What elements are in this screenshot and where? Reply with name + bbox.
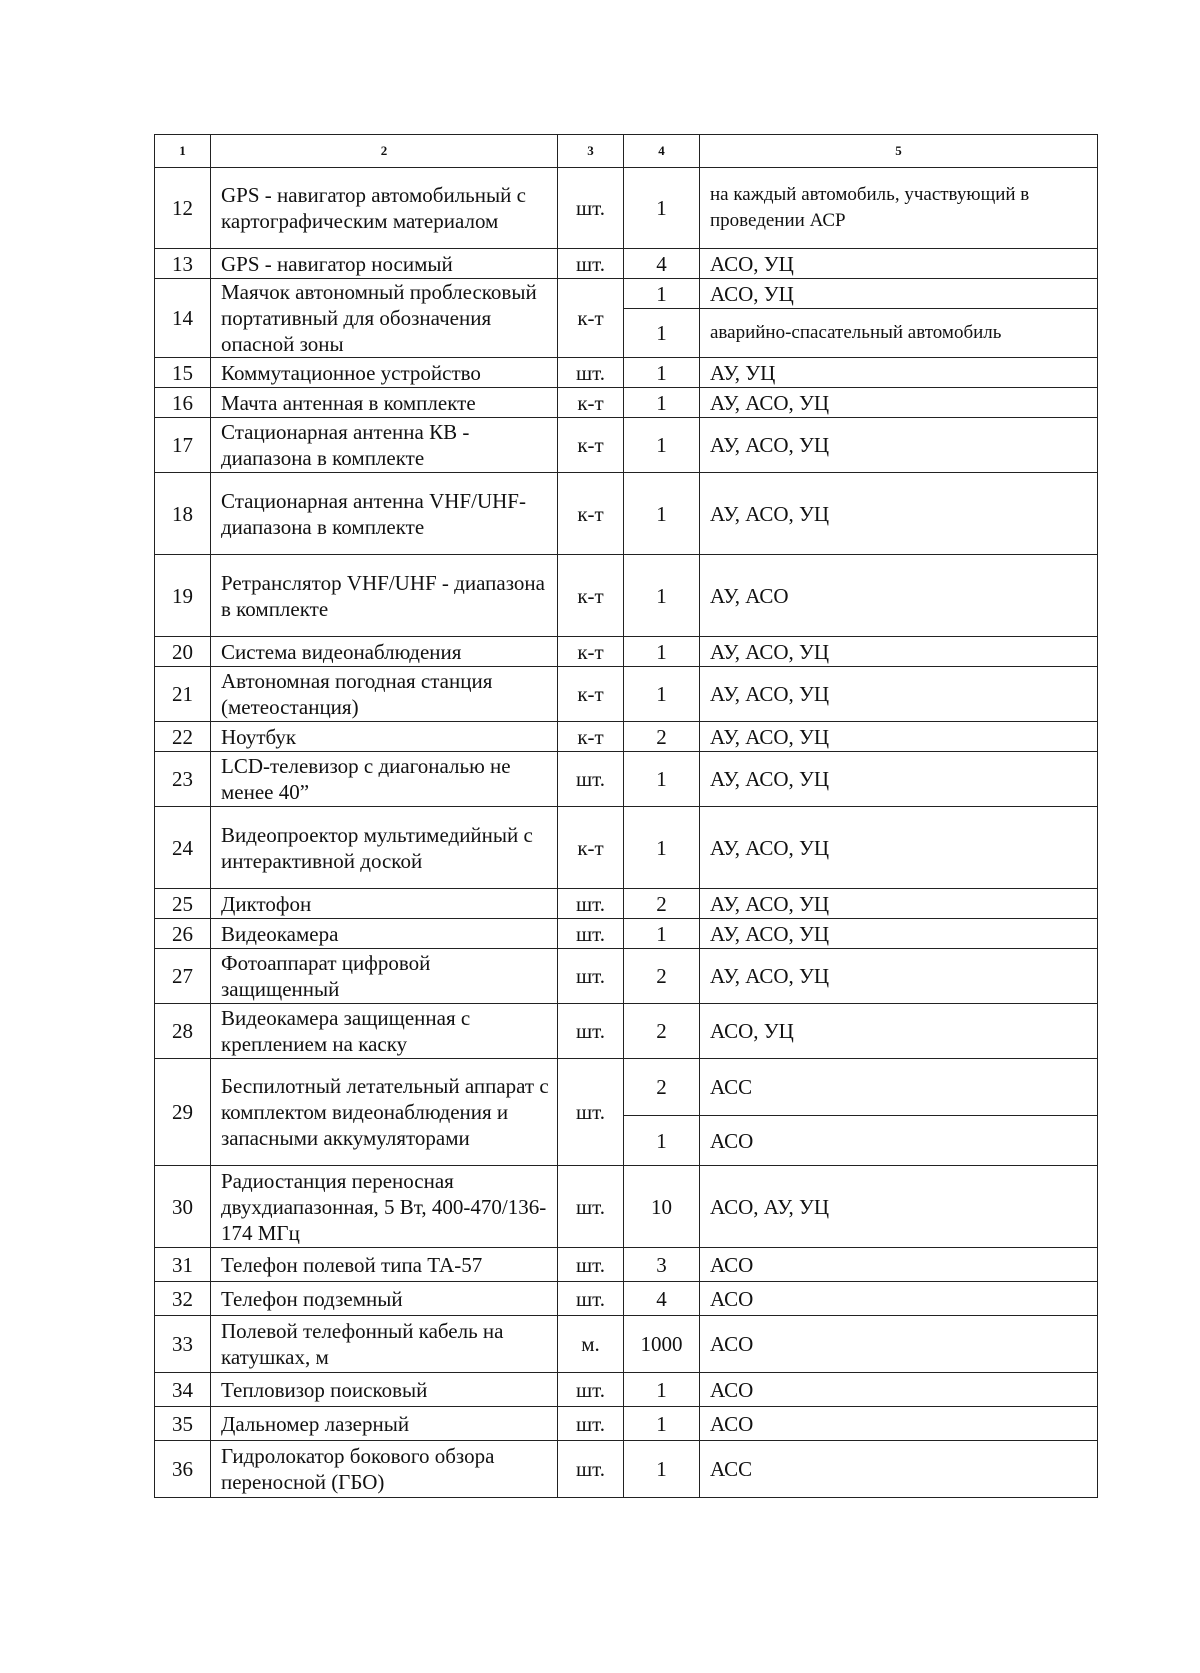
header-cell: 1 bbox=[155, 135, 211, 168]
table-row bbox=[155, 949, 1098, 1004]
table-row bbox=[155, 1059, 1098, 1116]
unit-cell: к-т bbox=[558, 722, 624, 752]
table-row bbox=[155, 1166, 1098, 1248]
item-name: Диктофон bbox=[211, 889, 558, 919]
destination-cell: АУ, АСО, УЦ bbox=[700, 752, 1098, 807]
item-name: Радиостанция переносная двухдиапазонная, 5 Вт, 400-470/136-174 МГц bbox=[211, 1166, 558, 1248]
table-row bbox=[155, 807, 1098, 889]
item-name: Видеокамера защищенная с креплением на каску bbox=[211, 1004, 558, 1059]
item-name: Телефон полевой типа ТА-57 bbox=[211, 1248, 558, 1282]
destination-cell: АСС bbox=[700, 1441, 1098, 1498]
row-number: 19 bbox=[155, 555, 211, 637]
row-number: 24 bbox=[155, 807, 211, 889]
unit-cell: к-т bbox=[558, 388, 624, 418]
unit-cell: шт. bbox=[558, 889, 624, 919]
unit-cell: шт. bbox=[558, 919, 624, 949]
table-row bbox=[155, 637, 1098, 667]
row-number: 28 bbox=[155, 1004, 211, 1059]
qty-cell: 1 bbox=[624, 752, 700, 807]
unit-cell: шт. bbox=[558, 1407, 624, 1441]
item-name: Коммутационное устройство bbox=[211, 358, 558, 388]
table-row bbox=[155, 1407, 1098, 1441]
row-number: 33 bbox=[155, 1316, 211, 1373]
qty-cell: 1 bbox=[624, 1373, 700, 1407]
destination-cell: АСС bbox=[700, 1059, 1098, 1116]
unit-cell: шт. bbox=[558, 1059, 624, 1166]
qty-cell: 2 bbox=[624, 1059, 700, 1116]
destination-cell: АСО, УЦ bbox=[700, 279, 1098, 309]
qty-cell: 1 bbox=[624, 919, 700, 949]
item-name: Дальномер лазерный bbox=[211, 1407, 558, 1441]
unit-cell: шт. bbox=[558, 752, 624, 807]
item-name: Видеокамера bbox=[211, 919, 558, 949]
destination-cell: АСО, АУ, УЦ bbox=[700, 1166, 1098, 1248]
item-name: Гидролокатор бокового обзора переносной (ГБО) bbox=[211, 1441, 558, 1498]
item-name: Ноутбук bbox=[211, 722, 558, 752]
qty-cell: 1 bbox=[624, 388, 700, 418]
row-number: 26 bbox=[155, 919, 211, 949]
row-number: 31 bbox=[155, 1248, 211, 1282]
destination-cell: АУ, АСО, УЦ bbox=[700, 473, 1098, 555]
row-number: 27 bbox=[155, 949, 211, 1004]
item-name: Видеопроектор мультимедийный с интерактивной доской bbox=[211, 807, 558, 889]
unit-cell: шт. bbox=[558, 249, 624, 279]
table-row bbox=[155, 418, 1098, 473]
row-number: 32 bbox=[155, 1282, 211, 1316]
unit-cell: шт. bbox=[558, 1373, 624, 1407]
unit-cell: шт. bbox=[558, 168, 624, 249]
row-number: 36 bbox=[155, 1441, 211, 1498]
unit-cell: шт. bbox=[558, 358, 624, 388]
row-number: 12 bbox=[155, 168, 211, 249]
item-name: Стационарная антенна VHF/UHF- диапазона в комплекте bbox=[211, 473, 558, 555]
qty-cell: 2 bbox=[624, 949, 700, 1004]
table-row bbox=[155, 1004, 1098, 1059]
row-number: 35 bbox=[155, 1407, 211, 1441]
item-name: Беспилотный летательный аппарат с комплектом видеонаблюдения и запасными аккумуляторами bbox=[211, 1059, 558, 1166]
item-name: LCD-телевизор с диагональю не менее 40” bbox=[211, 752, 558, 807]
row-number: 34 bbox=[155, 1373, 211, 1407]
item-name: Фотоаппарат цифровой защищенный bbox=[211, 949, 558, 1004]
row-number: 23 bbox=[155, 752, 211, 807]
destination-cell: АСО bbox=[700, 1407, 1098, 1441]
qty-cell: 1 bbox=[624, 555, 700, 637]
header-cell: 5 bbox=[700, 135, 1098, 168]
destination-cell: АСО bbox=[700, 1282, 1098, 1316]
table-row bbox=[155, 722, 1098, 752]
qty-cell: 1000 bbox=[624, 1316, 700, 1373]
row-number: 15 bbox=[155, 358, 211, 388]
destination-cell: АУ, АСО, УЦ bbox=[700, 807, 1098, 889]
qty-cell: 1 bbox=[624, 309, 700, 358]
unit-cell: шт. bbox=[558, 1166, 624, 1248]
destination-cell: АУ, УЦ bbox=[700, 358, 1098, 388]
qty-cell: 2 bbox=[624, 722, 700, 752]
destination-cell: аварийно-спасательный автомобиль bbox=[700, 309, 1098, 358]
unit-cell: к-т bbox=[558, 637, 624, 667]
table-row bbox=[155, 388, 1098, 418]
table-row bbox=[155, 1373, 1098, 1407]
table-row bbox=[155, 168, 1098, 249]
table-row bbox=[155, 1248, 1098, 1282]
header-cell: 3 bbox=[558, 135, 624, 168]
table-row bbox=[155, 1282, 1098, 1316]
qty-cell: 4 bbox=[624, 249, 700, 279]
header-cell: 4 bbox=[624, 135, 700, 168]
qty-cell: 4 bbox=[624, 1282, 700, 1316]
destination-cell: АУ, АСО, УЦ bbox=[700, 722, 1098, 752]
destination-cell: АУ, АСО, УЦ bbox=[700, 919, 1098, 949]
item-name: Мачта антенная в комплекте bbox=[211, 388, 558, 418]
row-number: 25 bbox=[155, 889, 211, 919]
destination-cell: АУ, АСО, УЦ bbox=[700, 388, 1098, 418]
qty-cell: 1 bbox=[624, 358, 700, 388]
row-number: 18 bbox=[155, 473, 211, 555]
item-name: Ретранслятор VHF/UHF - диапазона в комплекте bbox=[211, 555, 558, 637]
unit-cell: м. bbox=[558, 1316, 624, 1373]
qty-cell: 1 bbox=[624, 279, 700, 309]
table-row bbox=[155, 752, 1098, 807]
row-number: 14 bbox=[155, 279, 211, 358]
table-row bbox=[155, 889, 1098, 919]
row-number: 17 bbox=[155, 418, 211, 473]
row-number: 13 bbox=[155, 249, 211, 279]
qty-cell: 2 bbox=[624, 889, 700, 919]
qty-cell: 1 bbox=[624, 637, 700, 667]
row-number: 16 bbox=[155, 388, 211, 418]
table-row bbox=[155, 555, 1098, 637]
destination-cell: АУ, АСО, УЦ bbox=[700, 637, 1098, 667]
row-number: 20 bbox=[155, 637, 211, 667]
row-number: 30 bbox=[155, 1166, 211, 1248]
unit-cell: шт. bbox=[558, 1282, 624, 1316]
qty-cell: 2 bbox=[624, 1004, 700, 1059]
qty-cell: 1 bbox=[624, 1441, 700, 1498]
table-row bbox=[155, 473, 1098, 555]
table-row bbox=[155, 279, 1098, 309]
qty-cell: 1 bbox=[624, 473, 700, 555]
destination-cell: АСО, УЦ bbox=[700, 249, 1098, 279]
unit-cell: шт. bbox=[558, 1004, 624, 1059]
table-row bbox=[155, 667, 1098, 722]
unit-cell: к-т bbox=[558, 555, 624, 637]
destination-cell: АУ, АСО, УЦ bbox=[700, 889, 1098, 919]
item-name: Автономная погодная станция (метеостанция) bbox=[211, 667, 558, 722]
unit-cell: к-т bbox=[558, 667, 624, 722]
table-row bbox=[155, 919, 1098, 949]
header-row bbox=[155, 135, 1098, 168]
qty-cell: 1 bbox=[624, 168, 700, 249]
row-number: 21 bbox=[155, 667, 211, 722]
destination-cell: АСО bbox=[700, 1248, 1098, 1282]
table-row bbox=[155, 1441, 1098, 1498]
unit-cell: к-т bbox=[558, 279, 624, 358]
row-number: 29 bbox=[155, 1059, 211, 1166]
header-cell: 2 bbox=[211, 135, 558, 168]
row-number: 22 bbox=[155, 722, 211, 752]
equipment-table bbox=[154, 134, 1098, 1498]
destination-cell: АУ, АСО, УЦ bbox=[700, 667, 1098, 722]
item-name: Телефон подземный bbox=[211, 1282, 558, 1316]
destination-cell: на каждый автомобиль, участвующий в проведении АСР bbox=[700, 168, 1098, 249]
unit-cell: к-т bbox=[558, 807, 624, 889]
destination-cell: АСО bbox=[700, 1316, 1098, 1373]
destination-cell: АСО bbox=[700, 1373, 1098, 1407]
table-row bbox=[155, 249, 1098, 279]
unit-cell: шт. bbox=[558, 949, 624, 1004]
unit-cell: к-т bbox=[558, 418, 624, 473]
destination-cell: АСО bbox=[700, 1116, 1098, 1166]
item-name: GPS - навигатор носимый bbox=[211, 249, 558, 279]
unit-cell: шт. bbox=[558, 1248, 624, 1282]
qty-cell: 1 bbox=[624, 1407, 700, 1441]
destination-cell: АУ, АСО, УЦ bbox=[700, 949, 1098, 1004]
item-name: Маячок автономный проблесковый портативный для обозначения опасной зоны bbox=[211, 279, 558, 358]
qty-cell: 1 bbox=[624, 667, 700, 722]
item-name: Система видеонаблюдения bbox=[211, 637, 558, 667]
unit-cell: к-т bbox=[558, 473, 624, 555]
item-name: Стационарная антенна КВ - диапазона в комплекте bbox=[211, 418, 558, 473]
qty-cell: 10 bbox=[624, 1166, 700, 1248]
destination-cell: АУ, АСО, УЦ bbox=[700, 418, 1098, 473]
table-row bbox=[155, 1316, 1098, 1373]
item-name: Тепловизор поисковый bbox=[211, 1373, 558, 1407]
unit-cell: шт. bbox=[558, 1441, 624, 1498]
destination-cell: АСО, УЦ bbox=[700, 1004, 1098, 1059]
qty-cell: 1 bbox=[624, 807, 700, 889]
qty-cell: 1 bbox=[624, 1116, 700, 1166]
qty-cell: 1 bbox=[624, 418, 700, 473]
item-name: GPS - навигатор автомобильный с картографическим материалом bbox=[211, 168, 558, 249]
qty-cell: 3 bbox=[624, 1248, 700, 1282]
destination-cell: АУ, АСО bbox=[700, 555, 1098, 637]
table-row bbox=[155, 358, 1098, 388]
item-name: Полевой телефонный кабель на катушках, м bbox=[211, 1316, 558, 1373]
